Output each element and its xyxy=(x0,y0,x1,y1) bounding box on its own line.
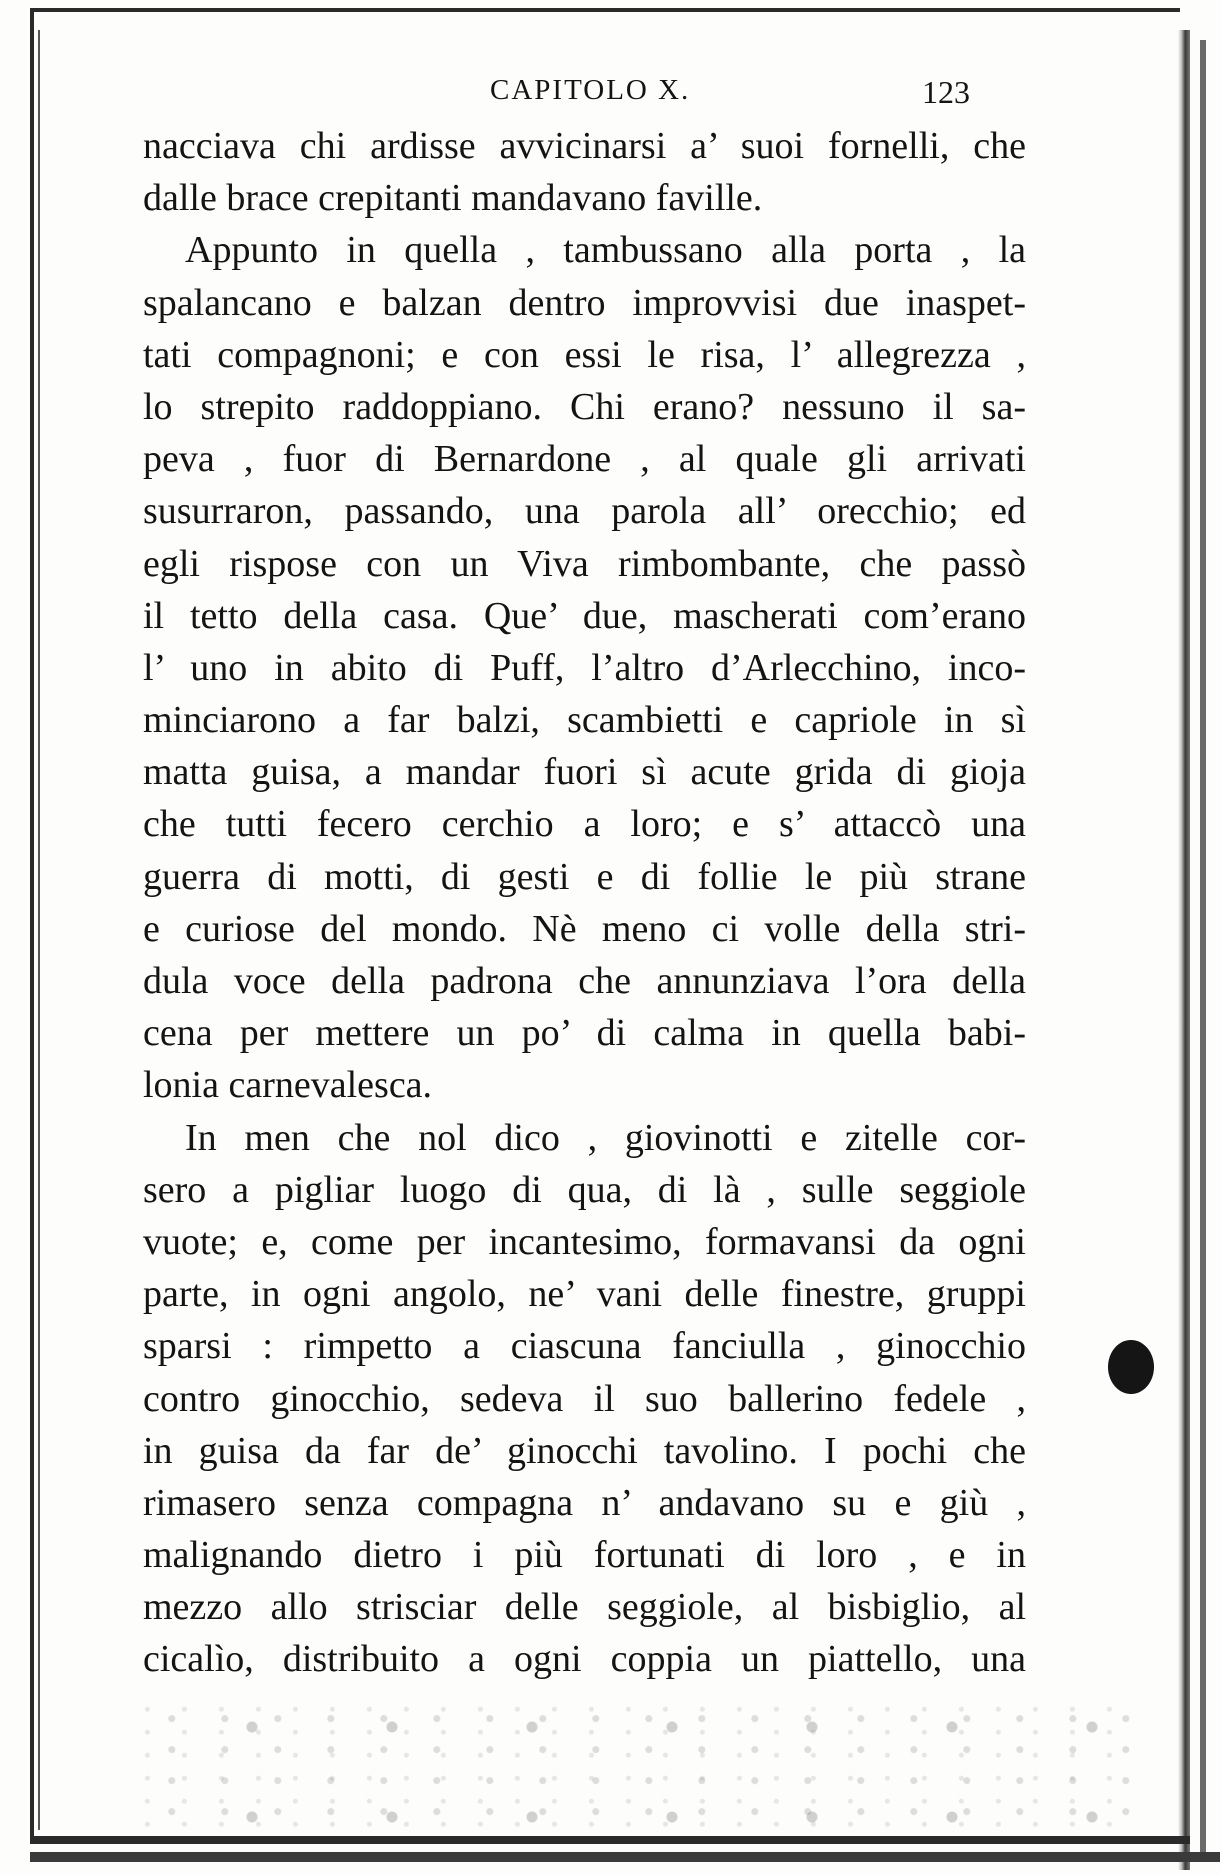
text-line: contro ginocchio, sedeva il suo ballerino fedele , xyxy=(143,1377,1026,1420)
text-line: egli rispose con un Viva rimbombante, che passò xyxy=(143,542,1026,585)
scan-edge-top xyxy=(30,8,1180,12)
text-line: nacciava chi ardisse avvicinarsi a’ suoi fornelli, che xyxy=(143,125,1026,167)
text-line: l’ uno in abito di Puff, l’altro d’Arlecchino, inco- xyxy=(143,646,1026,689)
text-line: cena per mettere un po’ di calma in quella babi- xyxy=(143,1012,1026,1055)
text-line: che tutti fecero cerchio a loro; e s’ attaccò una xyxy=(143,803,1026,846)
text-line: dalle brace crepitanti mandavano faville. xyxy=(143,177,763,220)
text-line: peva , fuor di Bernardone , al quale gli arrivati xyxy=(143,438,1026,481)
text-line: parte, in ogni angolo, ne’ vani delle finestre, gruppi xyxy=(143,1273,1026,1316)
text-line: minciarono a far balzi, scambietti e capriole in sì xyxy=(143,699,1026,742)
running-head: CAPITOLO X. xyxy=(490,74,691,106)
text-line: sero a pigliar luogo di qua, di là , sulle seggiole xyxy=(143,1168,1026,1211)
scan-edge-left xyxy=(30,8,34,1838)
text-line: vuote; e, come per incantesimo, formavansi da ogni xyxy=(143,1220,1026,1263)
ink-blot xyxy=(1108,1340,1154,1394)
scan-edge-bottom-outer xyxy=(30,1852,1220,1862)
scan-edge-right-outer xyxy=(1200,40,1206,1860)
text-line: il tetto della casa. Que’ due, mascherati com’erano xyxy=(143,594,1026,637)
scan-edge-right xyxy=(1178,30,1190,1870)
text-line: susurraron, passando, una parola all’ orecchio; ed xyxy=(143,490,1026,533)
text-line: in guisa da far de’ ginocchi tavolino. I pochi che xyxy=(143,1429,1026,1472)
text-line: lonia carnevalesca. xyxy=(143,1064,433,1107)
text-line: malignando dietro i più fortunati di loro , e in xyxy=(143,1534,1026,1577)
text-line: tati compagnoni; e con essi le risa, l’ allegrezza , xyxy=(143,333,1026,376)
text-line: matta guisa, a mandar fuori sì acute grida di gioja xyxy=(143,751,1026,794)
text-line: Appunto in quella , tambussano alla porta , la xyxy=(185,229,1026,272)
text-line: lo strepito raddoppiano. Chi erano? nessuno il sa- xyxy=(143,385,1026,428)
text-line: mezzo allo strisciar delle seggiole, al bisbiglio, al xyxy=(143,1586,1026,1629)
text-line: cicalìo, distribuito a ogni coppia un piattello, una xyxy=(143,1638,1026,1681)
text-line: guerra di motti, di gesti e di follie le più strane xyxy=(143,855,1026,898)
scan-edge-left-inner xyxy=(38,30,40,1830)
text-line: dula voce della padrona che annunziava l’ora della xyxy=(143,960,1026,1002)
scan-edge-bottom xyxy=(30,1836,1190,1844)
text-line: sparsi : rimpetto a ciascuna fanciulla , ginocchio xyxy=(143,1325,1026,1368)
text-line: In men che nol dico , giovinotti e zitelle cor- xyxy=(185,1116,1026,1159)
text-line: spalancano e balzan dentro improvvisi due inaspet- xyxy=(143,281,1026,324)
scan-noise xyxy=(140,1700,1140,1830)
page-number: 123 xyxy=(922,74,970,110)
page-header xyxy=(0,74,1221,114)
text-line: rimasero senza compagna n’ andavano su e giù , xyxy=(143,1481,1026,1524)
text-line: e curiose del mondo. Nè meno ci volle della stri- xyxy=(143,907,1026,950)
body-text xyxy=(143,120,1026,1686)
